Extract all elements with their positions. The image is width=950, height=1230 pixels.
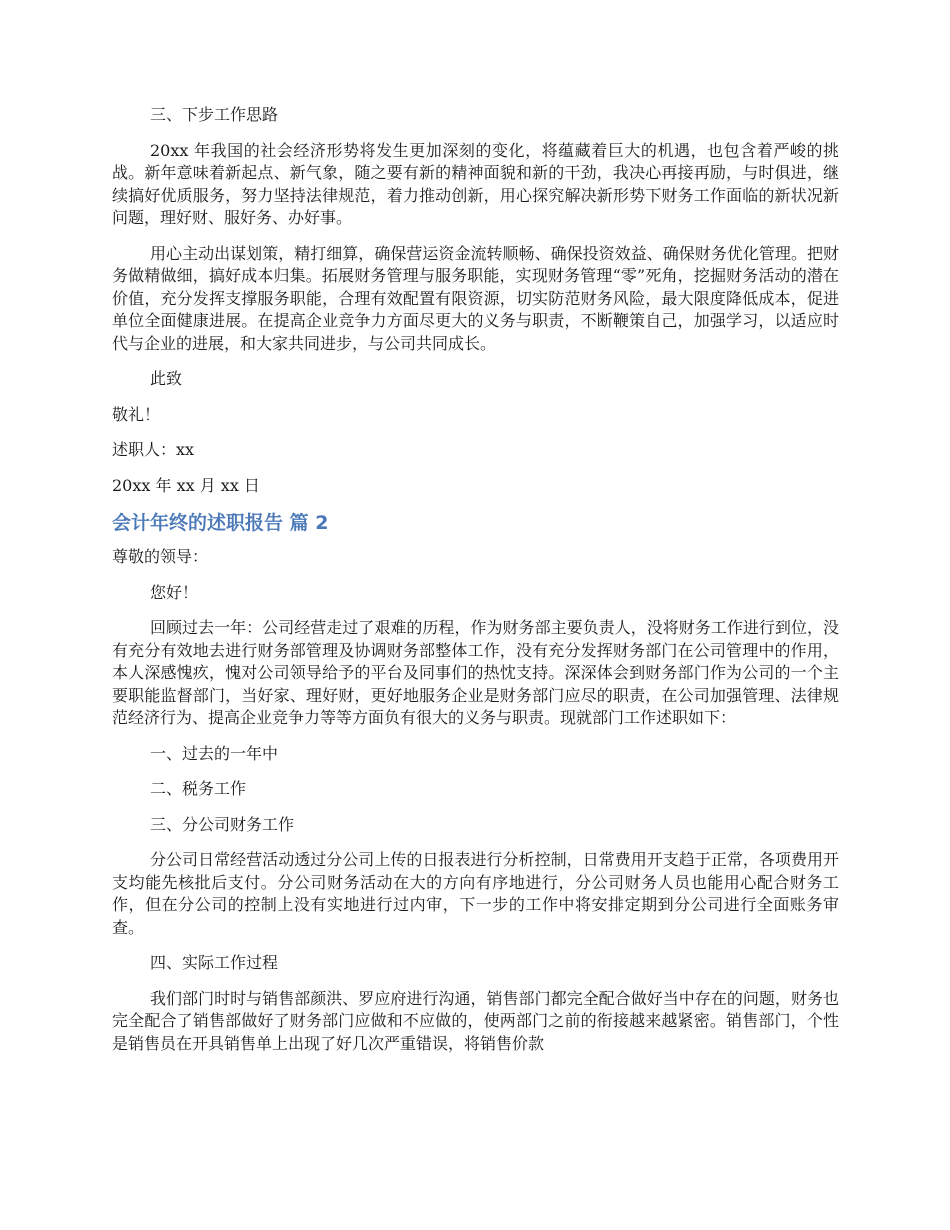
date-line: 20xx 年 xx 月 xx 日	[112, 475, 260, 495]
paragraph: 我们部门时时与销售部颜洪、罗应府进行沟通，销售部门都完全配合做好当中存在的问题，财务也完全配合了销售部做好了财务部门应做和不应做的，使两部门之前的衔接越来越紧密。销售部门，个性是销售员在开具销售单上出现了好几次严重错误，将销售价款	[112, 988, 839, 1053]
paragraph: 20xx 年我国的社会经济形势将发生更加深刻的变化，将蕴藏着巨大的机遇，也包含着严峻的挑战。新年意味着新起点、新气象，随之要有新的精神面貌和新的干劲，我决心再接再励，与时俱进，继续搞好优质服务，努力坚持法律规范，着力推动创新，用心探究解决新形势下财务工作面临的新状况新问题，理好财、服好务、办好事。	[112, 140, 839, 227]
section-heading: 一、过去的一年中	[150, 743, 279, 763]
closing-salute: 敬礼！	[112, 404, 161, 424]
report-title: 会计年终的述职报告 篇 2	[112, 512, 329, 534]
salutation: 尊敬的领导：	[112, 547, 209, 566]
section-heading: 二、税务工作	[150, 779, 247, 798]
section-heading-next-steps: 三、下步工作思路	[150, 105, 279, 124]
section-heading: 四、实际工作过程	[150, 953, 279, 972]
closing-line: 此致	[150, 369, 183, 388]
document-page	[112, 104, 839, 1068]
paragraph: 分公司日常经营活动透过分公司上传的日报表进行分析控制，日常费用开支趋于正常，各项费用开支均能先核批后支付。分公司财务活动在大的方向有序地进行，分公司财务人员也能用心配合财务工作，但在分公司的控制上没有实地进行过内审，下一步的工作中将安排定期到分公司进行全面账务审查。	[112, 850, 839, 937]
paragraph: 回顾过去一年：公司经营走过了艰难的历程，作为财务部主要负责人，没将财务工作进行到位，没有充分有效地去进行财务部管理及协调财务部整体工作，没有充分发挥财务部门在公司管理中的作用，本人深感愧疚，愧对公司领导给予的平台及同事们的热忱支持。深深体会到财务部门作为公司的一个主要职能监督部门，当好家、理好财，更好地服务企业是财务部门应尽的职责，在公司加强管理、法律规范经济行为、提高企业竞争力等等方面负有很大的义务与职责。现就部门工作述职如下：	[112, 618, 839, 727]
section-heading: 三、分公司财务工作	[150, 814, 295, 834]
paragraph: 用心主动出谋划策，精打细算，确保营运资金流转顺畅、确保投资效益、确保财务优化管理。把财务做精做细，搞好成本归集。拓展财务管理与服务职能，实现财务管理“零”死角，挖掘财务活动的潜在价值，充分发挥支撑服务职能，合理有效配置有限资源，切实防范财务风险，最大限度降低成本，促进单位全面健康进展。在提高企业竞争力方面尽更大的义务与职责，不断鞭策自己，加强学习，以适应时代与企业的进展，和大家共同进步，与公司共同成长。	[112, 243, 839, 353]
greeting: 您好！	[150, 582, 199, 602]
signer-line: 述职人：xx	[112, 440, 195, 459]
